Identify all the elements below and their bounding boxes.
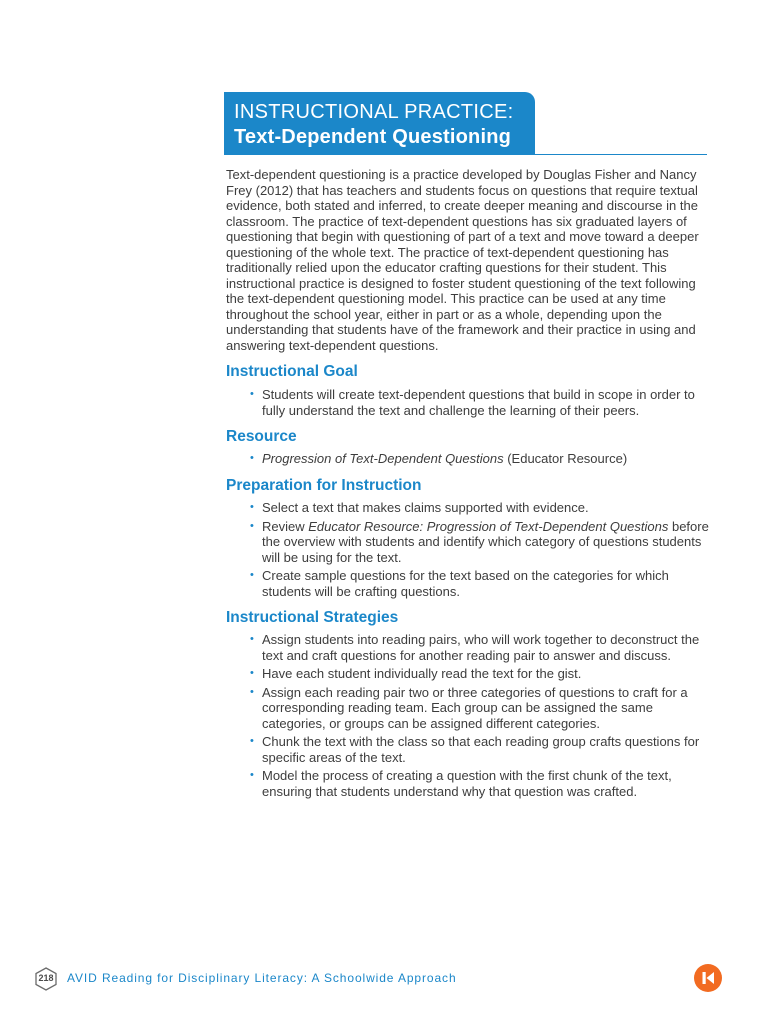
strategies-heading: Instructional Strategies xyxy=(226,609,399,626)
bullet-icon: • xyxy=(250,388,254,400)
resource-heading: Resource xyxy=(226,428,297,445)
bullet-icon: • xyxy=(250,667,254,679)
bullet-icon: • xyxy=(250,452,254,464)
strategies-list xyxy=(248,632,710,802)
resource-title: Progression of Text-Dependent Questions xyxy=(262,451,504,466)
list-item: • Assign students into reading pairs, who will work together to deconstruct the text and craft questions for another reading pair to answer and discuss. xyxy=(250,632,700,663)
list-item: • Review Educator Resource: Progression of Text-Dependent Questions before the overview with students and identify which category of questions students will be using for the text. xyxy=(250,518,709,565)
resource-list xyxy=(248,451,710,470)
page-title: Text-Dependent Questioning xyxy=(234,126,512,148)
preparation-heading: Preparation for Instruction xyxy=(226,477,422,494)
goal-list xyxy=(248,387,710,421)
list-item: • Progression of Text-Dependent Questions (Educator Resource) xyxy=(250,451,628,466)
intro-paragraph: Text-dependent questioning is a practice developed by Douglas Fisher and Nancy Frey (2012) that has teachers and students focus on questions that require textual evidence, both stated and inferred, to create deeper meaning and discourse in the classroom. The practice of text-dependent questions has six graduated layers of questioning that begin with questioning of part of a text and move toward a deeper questioning of the whole text. The practice of text-dependent questioning has traditionally relied upon the educator crafting questions for their student. This instructional practice is designed to foster student questioning of the text following the text-dependent questioning model. This practice can be used at any time throughout the school year, either in part or as a whole, depending upon the understanding that students have of the framework and their practice in using and answering text-dependent questions. xyxy=(226,167,699,353)
list-item: • Have each student individually read the text for the gist. xyxy=(250,666,582,681)
bullet-icon: • xyxy=(250,569,254,581)
bullet-icon: • xyxy=(250,501,254,513)
page-number: 218 xyxy=(38,973,54,983)
list-item: • Students will create text-dependent questions that build in scope in order to fully understand the text and challenge the learning of their peers. xyxy=(250,387,695,418)
goal-heading: Instructional Goal xyxy=(226,363,358,380)
header-divider xyxy=(224,154,707,155)
header-label: INSTRUCTIONAL PRACTICE: xyxy=(234,101,514,123)
footer-title: AVID Reading for Disciplinary Literacy: A Schoolwide Approach xyxy=(67,971,457,985)
bullet-icon: • xyxy=(250,769,254,781)
bullet-icon: • xyxy=(250,735,254,747)
list-item: • Model the process of creating a question with the first chunk of the text, ensuring that students understand why that question was crafted. xyxy=(250,768,672,799)
preparation-list xyxy=(248,500,710,602)
list-item: • Chunk the text with the class so that each reading group crafts questions for specific areas of the text. xyxy=(250,734,700,765)
bullet-icon: • xyxy=(250,519,254,532)
list-item: • Select a text that makes claims supported with evidence. xyxy=(250,500,589,515)
resource-reference: Educator Resource: Progression of Text-Dependent Questions xyxy=(308,518,669,534)
list-item: • Create sample questions for the text based on the categories for which students will be crafting questions. xyxy=(250,568,669,599)
bullet-icon: • xyxy=(250,685,254,698)
section-header xyxy=(224,92,535,154)
list-item: • Assign each reading pair two or three categories of questions to craft for a corresponding reading team. Each group can be assigned the same categories, or groups can be assigned different categories. xyxy=(250,684,688,731)
bullet-icon: • xyxy=(250,633,254,645)
back-logo-icon[interactable] xyxy=(694,964,722,992)
